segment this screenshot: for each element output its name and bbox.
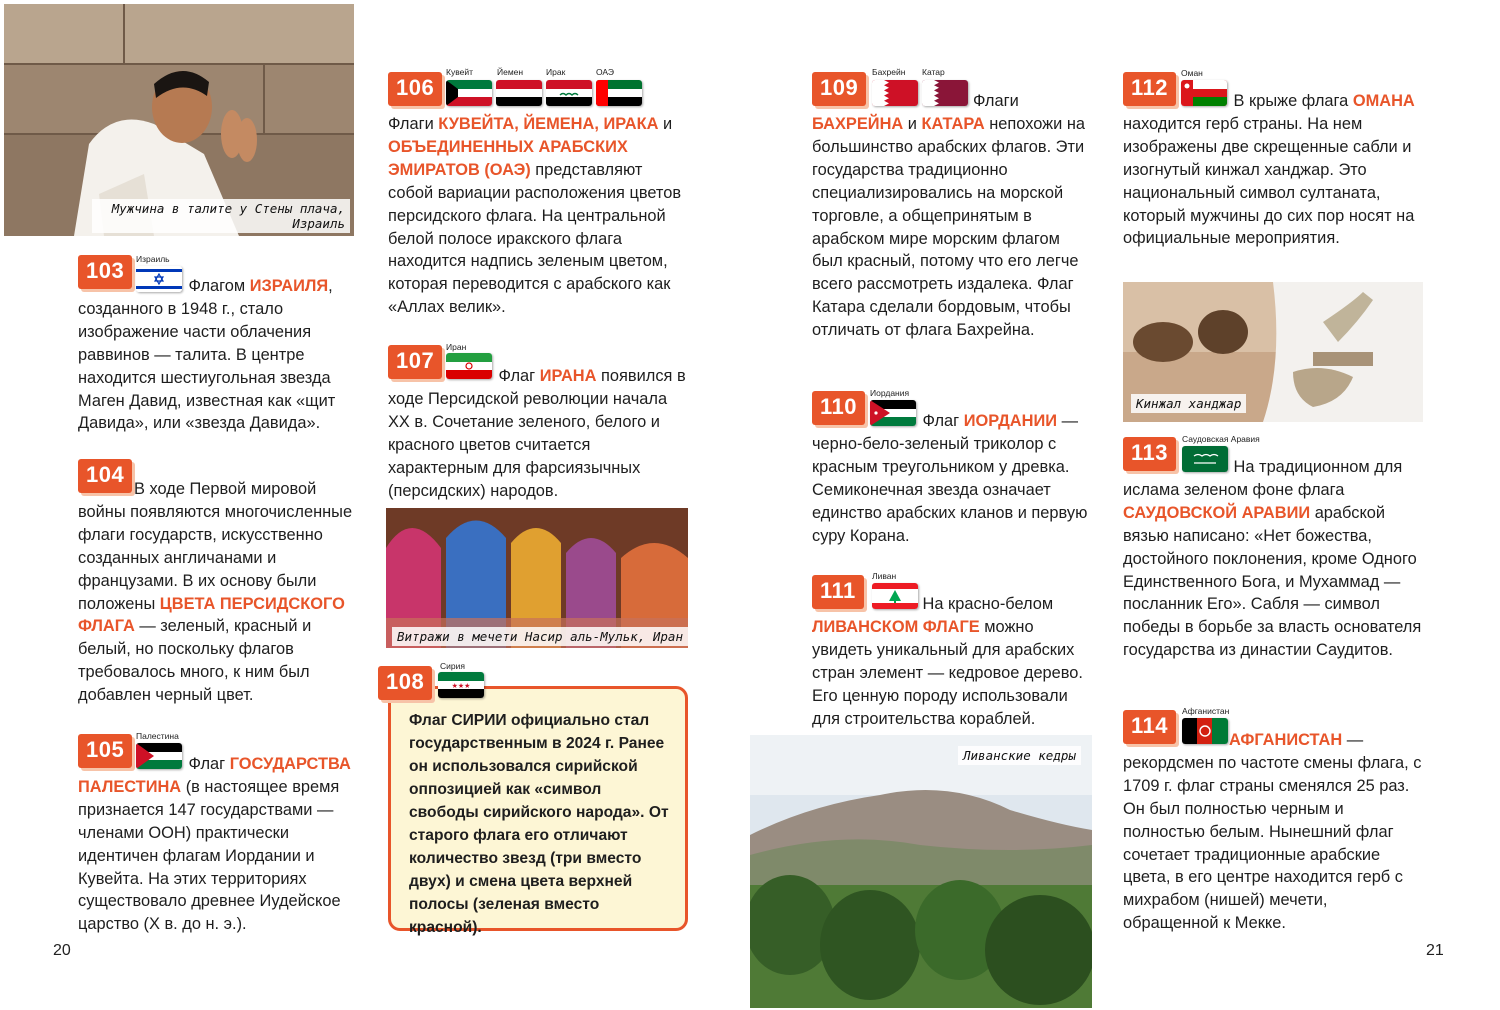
caption-line: Израиль — [292, 216, 345, 231]
photo-caption-western-wall — [92, 199, 350, 233]
photo-lebanon-cedars — [750, 735, 1092, 1008]
text: можно увидеть уникальный для арабских стран элемент — кедровое дерево. Его ценную породу использовали для строительства кораблей. — [812, 617, 1083, 728]
text: В ходе Первой мировой войны появляются многочисленные флаги государств, искусственно созданных англичанами и французами. В их основу были положены — [78, 480, 353, 613]
flag-label-jordan: Иордания — [870, 388, 910, 398]
page-number-left: 20 — [53, 942, 71, 959]
text: Флаг — [918, 412, 964, 430]
fact-text-108: Флаг СИРИИ официально стал государственным в 2024 г. Ранее он использовался сирийской оппозицией как «символ свободы сирийского народа». От старого флага его отличают количество звезд (три вместо двух) и смена цвета верхней полосы (зеленая вместо красной). — [409, 712, 669, 936]
syria-flag-icon — [438, 672, 484, 698]
flag-label-afghanistan: Афганистан — [1182, 706, 1230, 716]
text: Флаг — [184, 755, 230, 773]
text: — зеленый, красный и белый, но поскольку флагов требовалось много, к ним был добавлен черный цвет. — [78, 617, 312, 705]
fact-number-103: 103 — [78, 255, 132, 289]
fact-number-113: 113 — [1123, 437, 1176, 471]
fact-text-104 — [78, 478, 356, 707]
fact-text-113 — [1123, 456, 1423, 662]
fact-text-114 — [1123, 729, 1423, 935]
kuwait-flag-icon — [446, 80, 492, 106]
text: (в настоящее время признается 147 государствами — членами ООН) практически идентичен флагам Иордании и Кувейта. На этих территориях существовало древнее Иудейское царство (X в. до н. э.). — [78, 777, 341, 934]
country-name: ИОРДАНИИ — [963, 412, 1058, 430]
flag-label-oman: Оман — [1181, 68, 1203, 78]
fact-text-111 — [812, 593, 1094, 730]
fact-number-106: 106 — [388, 72, 442, 106]
text: и — [658, 115, 673, 133]
country-name: ИРАНА — [539, 367, 597, 385]
uae-flag-icon — [596, 80, 642, 106]
caption-line: Мужчина в талите у Стены плача, — [111, 201, 345, 216]
qatar-flag-icon — [922, 80, 968, 106]
fact-text-105 — [78, 753, 356, 936]
flag-label-lebanon: Ливан — [872, 571, 897, 581]
fact-text-106 — [388, 113, 688, 319]
fact-box-108 — [388, 686, 688, 936]
text: находится герб страны. На нем изображены две скрещенные сабли и изогнутый кинжал ханджар. Это национальный символ султаната, который мужчины до сих пор носят на официальные мероприятия. — [1123, 114, 1415, 248]
flag-label-iraq: Ирак — [546, 67, 566, 77]
fact-number-108: 108 — [378, 666, 432, 700]
text: Флагом — [184, 277, 250, 295]
highlight: ЦВЕТА ПЕРСИДСКОГО ФЛАГА — [78, 594, 345, 636]
text: На традиционном для ислама зеленом фоне флага — [1123, 458, 1403, 499]
fact-text-109 — [812, 113, 1094, 342]
text: На красно-белом — [918, 595, 1054, 613]
svg-text:★★★: ★★★ — [451, 682, 471, 690]
text: — черно-бело-зеленый триколор с красным треугольником у древка. Семиконечная звезда означает единство арабских кланов и первую суру Корана. — [812, 412, 1088, 545]
flag-label-iran: Иран — [446, 342, 467, 352]
text: Флаг — [494, 367, 540, 385]
flag-label-syria: Сирия — [440, 661, 465, 671]
yemen-flag-icon — [496, 80, 542, 106]
country-name: КАТАРА — [921, 115, 985, 133]
flag-label-yemen: Йемен — [497, 67, 524, 77]
fact-number-105: 105 — [78, 734, 132, 768]
fact-text-110 — [812, 410, 1094, 547]
country-name: САУДОВСКОЙ АРАВИИ — [1123, 503, 1311, 522]
fact-number-111: 111 — [812, 575, 864, 609]
text: арабской вязью написано: «Нет божества, достойного поклонения, кроме Одного Единственного Бога, и Мухаммад — посланник Его». Сабля — символ победы в борьбе за власть основателя государства из династии Саудитов. — [1123, 503, 1422, 660]
fact-number-104: 104 — [78, 459, 132, 493]
country-name: ИЗРАИЛЯ — [249, 277, 329, 295]
country-name: АФГАНИСТАН — [1229, 731, 1343, 749]
photo-caption-mosque: Витражи в мечети Насир аль-Мульк, Иран — [392, 627, 688, 646]
fact-text-109-lead: Флаги — [973, 92, 1019, 110]
fact-text-107 — [388, 365, 688, 502]
photo-caption-khanjar: Кинжал ханджар — [1131, 394, 1246, 413]
text: представляют собой вариации расположения цветов персидского флага. На центральной белой полосе иракского флага находится надпись зеленым цветом, которая переводится с арабского как «Аллах велик». — [388, 160, 682, 317]
fact-number-109: 109 — [812, 72, 866, 106]
page-number-right: 21 — [1426, 942, 1444, 959]
country-name: ГОСУДАРСТВА ПАЛЕСТИНА — [78, 755, 351, 796]
flag-label-kuwait: Кувейт — [446, 67, 473, 77]
flag-label-palestine: Палестина — [136, 731, 179, 741]
fact-number-112: 112 — [1123, 72, 1176, 106]
text: появился в ходе Персидской революции начала XX в. Сочетание зеленого, белого и красного цветов считается характерным для фарсиязычных (персидских) народов. — [388, 367, 686, 500]
text: и — [903, 115, 922, 133]
text: В крыже флага — [1229, 92, 1353, 110]
flag-label-israel: Израиль — [136, 254, 170, 264]
flag-label-saudi-arabia: Саудовская Аравия — [1182, 434, 1260, 444]
text: — рекордсмен по частоте смены флага, с 1709 г. флаг страны сменялся 25 раз. Он был полностью черным и полностью белым. Нынешний флаг сочетает традиционные арабские цвета, в его центре находится герб с михрабом (нишей) мечети, обращенной к Мекке. — [1123, 731, 1422, 933]
country-name: ЛИВАНСКОМ ФЛАГЕ — [812, 617, 980, 636]
fact-number-107: 107 — [388, 345, 442, 379]
iraq-flag-icon — [546, 80, 592, 106]
flag-label-uae: ОАЭ — [596, 67, 615, 77]
fact-text-112 — [1123, 90, 1423, 250]
text: Флаги — [388, 115, 439, 133]
fact-number-114: 114 — [1123, 710, 1176, 744]
flag-label-qatar: Катар — [922, 67, 945, 77]
country-name: БАХРЕЙНА — [812, 115, 904, 133]
country-name: ОМАНА — [1352, 92, 1415, 110]
highlight: ОБЪЕДИНЕННЫХ АРАБСКИХ ЭМИРАТОВ (ОАЭ) — [388, 137, 628, 179]
fact-text-103 — [78, 275, 356, 435]
text: непохожи на большинство арабских флагов. Эти государства традиционно специализировались на морской торговле, а общепринятым в арабском мире морским флагом был красный, потому что его легче всего рассмотреть издалека. Флаг Катара сделали бордовым, чтобы отличать от флага Бахрейна. — [812, 115, 1085, 340]
fact-number-110: 110 — [812, 391, 865, 425]
photo-caption-cedars: Ливанские кедры — [958, 746, 1081, 765]
highlight: КУВЕЙТА, ЙЕМЕНА, ИРАКА — [438, 115, 659, 133]
text: , созданного в 1948 г., стало изображение части облачения раввинов — талита. В центре находится шестиугольная звезда Маген Давид, известная как «щит Давида», или «звезда Давида». — [78, 277, 336, 433]
flag-label-bahrain: Бахрейн — [872, 67, 906, 77]
bahrain-flag-icon — [872, 80, 918, 106]
